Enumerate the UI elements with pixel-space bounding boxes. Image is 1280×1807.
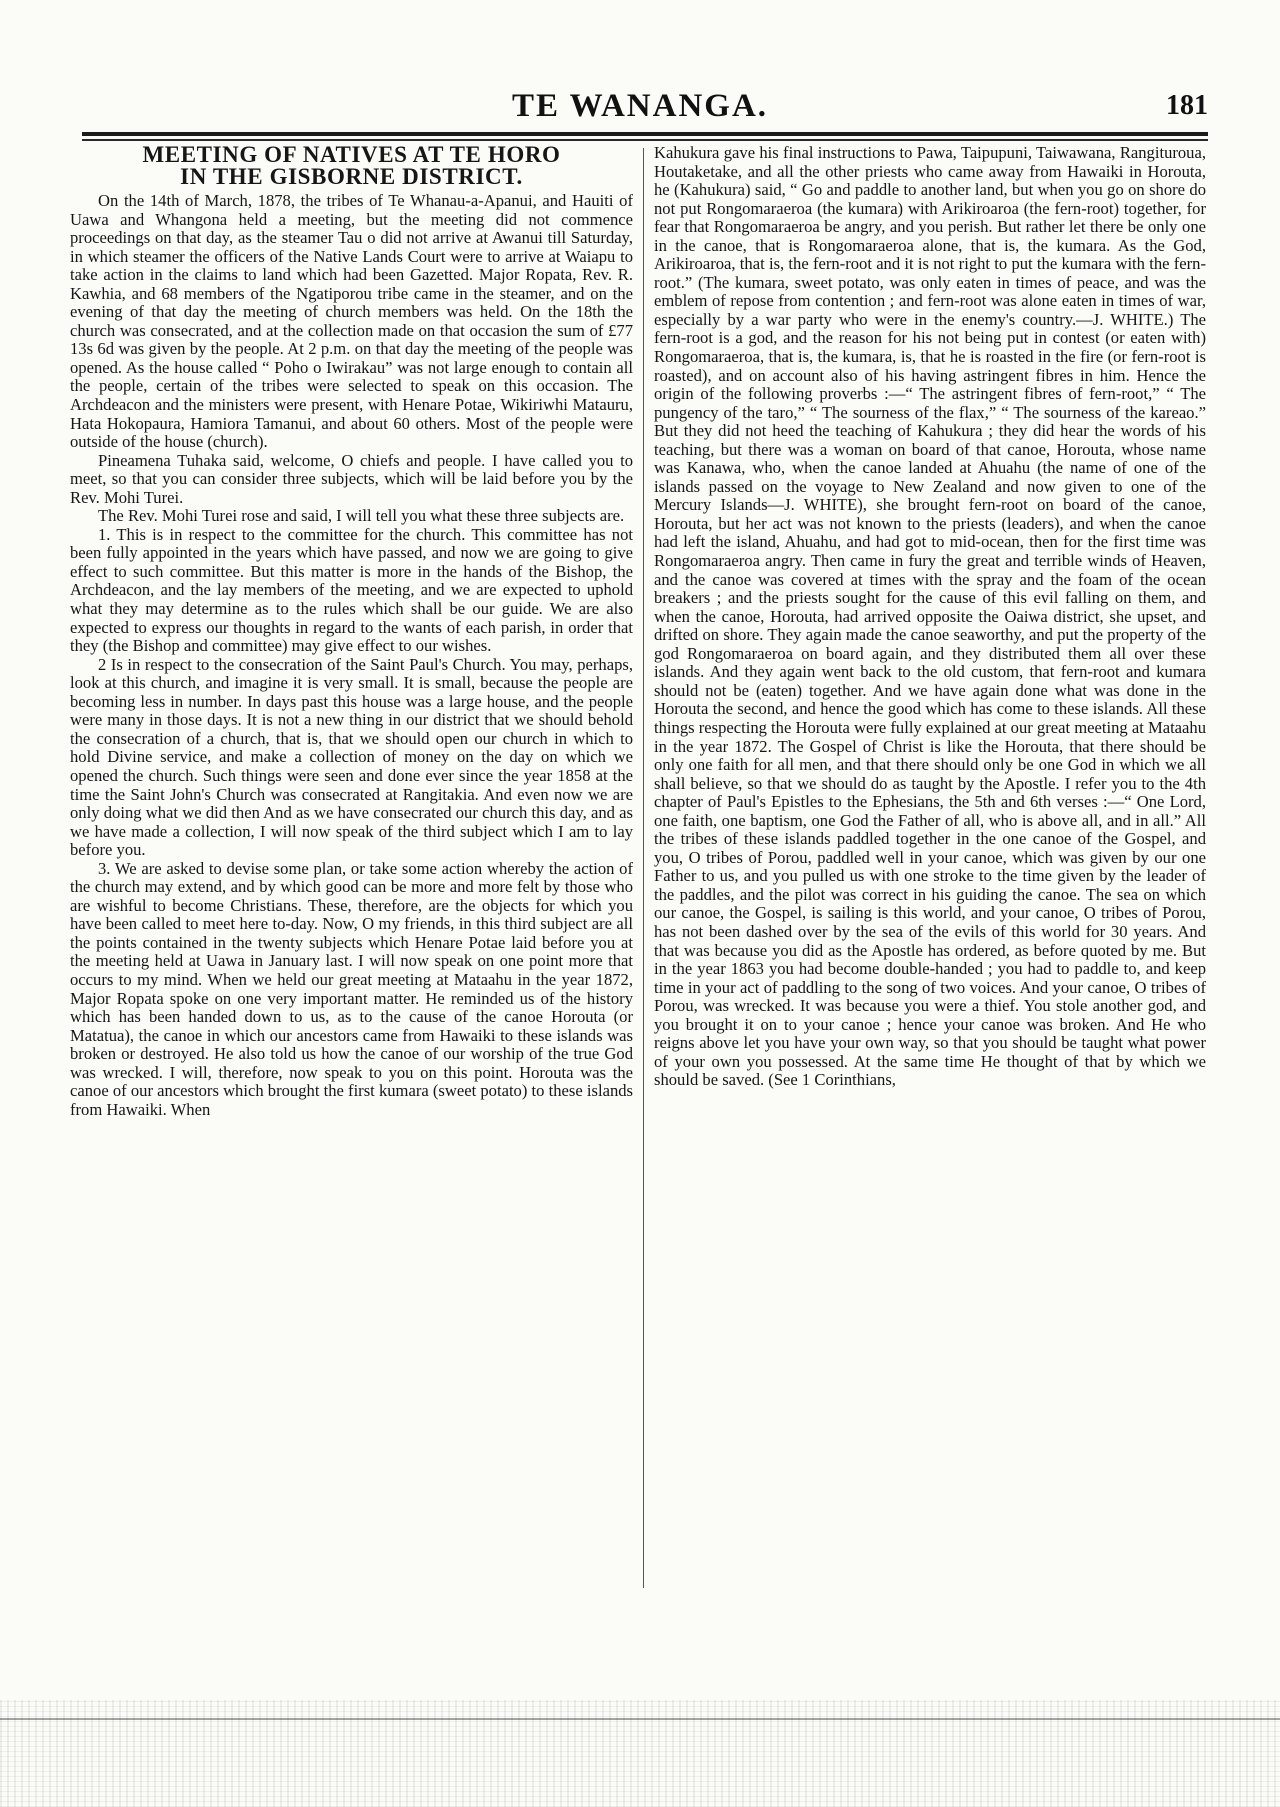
paragraph-subject-3: 3. We are asked to devise some plan, or take some action whereby the action of the church may extend, and by which good can be more and more felt by those who are wishful to become Christians. These, therefore, are the objects for which you have been called to meet here to-day. Now, O my friends, in this third subject are all the points contained in the twenty subjects which Henare Potae laid before you at the meeting held at Uawa in January last. I will now speak on one point more that occurs to my mind. When we held our great meeting at Mataahu in the year 1872, Major Ropata spoke on one very important matter. He reminded us of the history which has been handed down to us, as to the cause of the canoe Horouta (or Matatua), the canoe in which our ancestors came from Hawaiki to these islands was broken or destroyed. He also told us how the canoe of our worship of the true God was wrecked. I will, therefore, now speak to you on this point. Horouta was the canoe of our ancestors which brought the first kumara (sweet potato) to these islands from Hawaiki. When xyxy=(70,858,633,1119)
column-divider xyxy=(643,148,644,1588)
paragraph-subject-2: 2 Is in respect to the consecration of the Saint Paul's Church. You may, perhaps, look at this church, and imagine it is very small. It is small, because the people are becoming less in number. In days past this house was a large house, and the people were many in those days. It is not a new thing in our district that we should behold the consecration of a church, that is, that we should open our church in which to hold Divine service, and make a collection of money on the day on which we opened the church. Such things were seen and done ever since the year 1858 at the time the Saint John's Church was consecrated at Rangitakia. And even now we are only doing what we did then And as we have consecrated our church this day, and as we have made a collection, I will now speak of the third subject which I am to lay before you. xyxy=(70,654,633,860)
header-rule-thin xyxy=(82,139,1208,141)
paragraph-horouta-continued: Kahukura gave his final instructions to Pawa, Taipupuni, Taiwawana, Rangituroua, Houtaketake, and all the other priests who came away from Hawaiki in Horouta, he (Kahukura) said, “ Go and paddle to another land, but when you go on shore do not put Rongomaraeroa (the kumara) with Arikiroaroa (the fern-root) together, for fear that Rongomaraeroa be angry, and you perish. But rather let there be only one in the canoe, that is Rongomaraeroa alone, that is, the kumara. As the God, Arikiroaroa, that is, the fern-root and it is not right to put the kumara with the fern-root.” (The kumara, sweet potato, was only eaten in times of peace, and was the emblem of repose from contention ; and fern-root was alone eaten in times of war, especially by a war party who were in the enemy's country.—J. WHITE.) The fern-root is a god, and the reason for his not being put in contest (or eaten with) Rongomaraeroa, that is, the kumara, is, that he is roasted in the fire (or fern-root is roasted), and on account also of his having astringent fibres in him. Hence the origin of the following proverbs :—“ The astringent fibres of fern-root,” “ The pungency of the taro,” “ The sourness of the flax,” “ The sourness of the kareao.” But they did not heed the teaching of Kahukura ; they did hear the words of his teaching, but there was a woman on board of that canoe, Horouta, whose name was Kanawa, who, when the canoe landed at Ahuahu (the name of one of the islands passed on the voyage to New Zealand and now given to one of the Mercury Islands—J. WHITE), she brought fern-root on board of the canoe, Horouta, but her act was not known to the priests (leaders), and when the canoe had left the island, Ahuahu, and had got to mid-ocean, then for the first time was Rongomaraeroa angry. Then came in fury the great and terrible winds of Heaven, and the canoe was covered at times with the spray and the foam of the ocean breakers ; and the priests sought for the cause of this evil falling on them, and when the canoe, Horouta, had arrived opposite the Oaiwa district, she upset, and drifted on shore. They again made the canoe seaworthy, and put the property of the god Rongomaraeroa on board again, and they distributed them all over these islands. And they again went back to the old custom, that fern-root and kumara should not be (eaten) together. And we have again done what was done in the Horouta the second, and hence the good which has come to these islands. All these things respecting the Horouta were fully explained at our great meeting at Mataahu in the year 1872. The Gospel of Christ is like the Horouta, that there should be only one faith for all men, and that there should only be one God in which we all shall believe, so that we should do as taught by the Apostle. I refer you to the 4th chapter of Paul's Epistles to the Ephesians, the 5th and 6th verses :—“ One Lord, one faith, one baptism, one God the Father of all, who is above all, and in all.” All the tribes of these islands paddled together in the one canoe of the Gospel, and you, O tribes of Porou, paddled well in your canoe, which was given by our one Father to us, and you pulled us with one stroke to the time given by the leader of the paddles, and the pilot was correct in his guiding the canoe. The sea on which our canoe, the Gospel, is sailing is this world, and your canoe, O tribes of Porou, has not been dashed over by the sea of the evils of this world for 30 years. And that was because you did as the Apostle has ordered, as before quoted by me. But in the year 1863 you had become double-handed ; you had to paddle to, and keep time in your act of paddling to the song of two voices. And your canoe, O tribes of Porou, was wrecked. It was because you were a thief. You stole another god, and you brought it on to your canoe ; hence your canoe was broken. And He who reigns above let you have your own way, so that you should be taught what power of your own you possessed. At the same time He thought of that by which we should be saved. (See 1 Corinthians, xyxy=(654,144,1206,1090)
scan-noise-band xyxy=(0,1700,1280,1807)
masthead-title: TE WANANGA. xyxy=(511,88,769,124)
headline-line-2: IN THE GISBORNE DISTRICT. xyxy=(180,164,523,189)
right-column xyxy=(654,144,1206,1599)
scan-noise-line xyxy=(0,1718,1280,1720)
paragraph-meeting-opening: On the 14th of March, 1878, the tribes of Te Whanau-a-Apanui, and Hauiti of Uawa and Whangona held a meeting, but the meeting did not commence proceedings on that day, as the steamer Tau o did not arrive at Awanui till Saturday, in which steamer the officers of the Native Lands Court were to arrive at Waiapu to take action in the claims to land which had been Gazetted. Major Ropata, Rev. R. Kawhia, and 68 members of the Ngatiporou tribe came in the steamer, and on the evening of that day the meeting of church members was held. On the 18th the church was consecrated, and at the collection made on that occasion the sum of £77 13s 6d was given by the people. At 2 p.m. on that day the meeting of the people was opened. As the house called “ Poho o Iwirakau” was not large enough to contain all the people, certain of the tribes were selected to speak on this occasion. The Archdeacon and the ministers were present, with Henare Potae, Wikiriwhi Matauru, Hata Hokopaura, Hamiora Tamanui, and about 60 others. Most of the people were outside of the house (church). xyxy=(70,191,633,452)
paragraph-subject-1: 1. This is in respect to the committee for the church. This committee has not been fully appointed in the years which have passed, and now we are going to give effect to such committee. But this matter is more in the hands of the Bishop, the Archdeacon, and the lay members of the meeting, and we are expected to uphold what they may determine as to the rules which shall be our guide. We are also expected to express our thoughts in regard to the wants of each parish, in order that they (the Bishop and committee) may give effect to our wishes. xyxy=(70,524,633,656)
masthead xyxy=(0,88,1280,128)
page-number: 181 xyxy=(1166,90,1208,121)
paragraph-tuhaka-welcome: Pineamena Tuhaka said, welcome, O chiefs and people. I have called you to meet, so that you can consider three subjects, which will be laid before you by the Rev. Mohi Turei. xyxy=(70,450,633,507)
paragraph-turei-intro: The Rev. Mohi Turei rose and said, I will tell you what these three subjects are. xyxy=(98,506,625,526)
left-column xyxy=(70,144,633,1599)
headline-line-1: MEETING OF NATIVES AT TE HORO xyxy=(142,144,561,167)
article-headline xyxy=(70,144,633,188)
header-rule-thick xyxy=(82,132,1208,136)
